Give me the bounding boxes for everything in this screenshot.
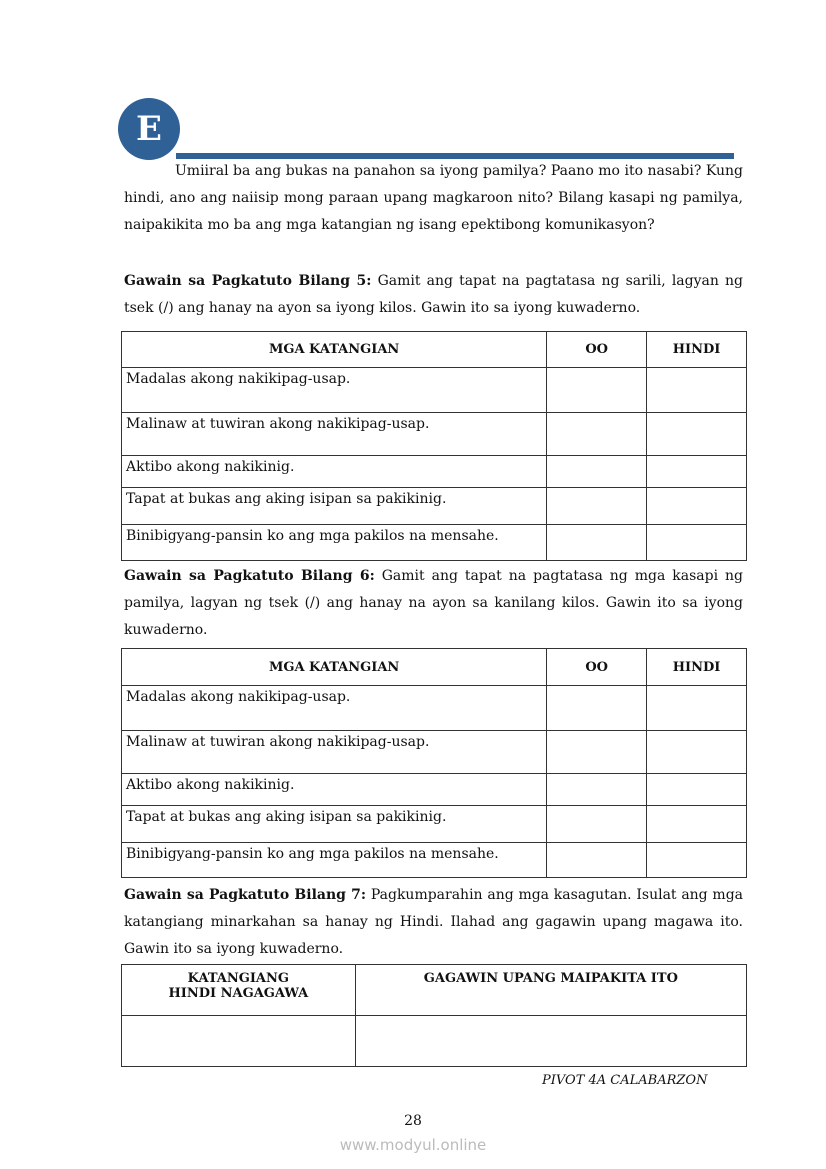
family-assessment-table — [121, 648, 747, 878]
section-badge: E — [118, 98, 180, 160]
activity6-text: Gamit ang tapat na pagtatasa ng mga kasapi ng pamilya, lagyan ng tsek (/) ang hanay na ayon sa kanilang kilos. Gawin ito sa iyong kuwaderno. — [124, 568, 743, 638]
trait-cell: Aktibo akong nakikinig. — [122, 774, 547, 806]
header-oo: OO — [547, 649, 647, 686]
trait-cell: Aktibo akong nakikinig. — [122, 456, 547, 488]
watermark: www.modyul.online — [339, 1136, 487, 1154]
oo-cell — [547, 368, 647, 413]
trait-cell: Malinaw at tuwiran akong nakikipag-usap. — [122, 731, 547, 774]
oo-cell — [547, 525, 647, 561]
hindi-cell — [647, 488, 747, 525]
header-hindi: HINDI — [647, 649, 747, 686]
hindi-cell — [647, 525, 747, 561]
header-katangian: MGA KATANGIAN — [122, 332, 547, 368]
hindi-cell — [647, 843, 747, 878]
header-katangiang-hindi-nagagawa — [122, 965, 356, 1016]
comparison-table — [121, 964, 747, 1067]
trait-cell: Binibigyang-pansin ko ang mga pakilos na mensahe. — [122, 843, 547, 878]
oo-cell — [547, 456, 647, 488]
header-hindi: HINDI — [647, 332, 747, 368]
oo-cell — [547, 774, 647, 806]
header-gagawin: GAGAWIN UPANG MAIPAKITA ITO — [355, 965, 746, 1016]
oo-cell — [547, 488, 647, 525]
hindi-cell — [647, 456, 747, 488]
trait-cell: Madalas akong nakikipag-usap. — [122, 368, 547, 413]
footer-label: PIVOT 4A CALABARZON — [542, 1073, 708, 1088]
oo-cell — [547, 843, 647, 878]
hindi-cell — [647, 368, 747, 413]
hindi-cell — [647, 806, 747, 843]
intro-paragraph: Umiiral ba ang bukas na panahon sa iyong pamilya? Paano mo ito nasabi? Kung hindi, ano ang naiisip mong paraan upang magkaroon nito? Bilang kasapi ng pamilya, naipakikita mo ba ang mga katangian ng isang epektibong komunikasyon? — [124, 163, 743, 233]
oo-cell — [547, 731, 647, 774]
hindi-cell — [647, 774, 747, 806]
trait-cell: Tapat at bukas ang aking isipan sa pakikinig. — [122, 806, 547, 843]
trait-cell: Madalas akong nakikipag-usap. — [122, 686, 547, 731]
hindi-cell — [647, 413, 747, 456]
oo-cell — [547, 686, 647, 731]
activity6-title: Gawain sa Pagkatuto Bilang 6: — [124, 568, 375, 584]
activity5-instructions — [124, 268, 743, 322]
oo-cell — [547, 413, 647, 456]
activity7-instructions — [124, 882, 743, 963]
activity6-instructions — [124, 563, 743, 644]
oo-cell — [547, 806, 647, 843]
header-line2: HINDI NAGAGAWA — [168, 986, 309, 1001]
trait-cell: Malinaw at tuwiran akong nakikipag-usap. — [122, 413, 547, 456]
activity5-text: Gamit ang tapat na pagtatasa ng sarili, lagyan ng tsek (/) ang hanay na ayon sa iyong kilos. Gawin ito sa iyong kuwaderno. — [124, 273, 743, 316]
activity7-text: Pagkumparahin ang mga kasagutan. Isulat ang mga katangiang minarkahan sa hanay ng Hindi. Ilahad ang gagawin upang magawa ito. Gawin ito sa iyong kuwaderno. — [124, 887, 744, 957]
hindi-cell — [647, 686, 747, 731]
activity7-title: Gawain sa Pagkatuto Bilang 7: — [124, 887, 367, 903]
trait-cell: Tapat at bukas ang aking isipan sa pakikinig. — [122, 488, 547, 525]
header-line1: KATANGIANG — [187, 971, 290, 986]
hindi-cell — [647, 731, 747, 774]
header-katangian: MGA KATANGIAN — [122, 649, 547, 686]
trait-cell: Binibigyang-pansin ko ang mga pakilos na mensahe. — [122, 525, 547, 561]
answer-cell — [355, 1016, 746, 1067]
activity5-title: Gawain sa Pagkatuto Bilang 5: — [124, 273, 372, 289]
answer-cell — [122, 1016, 356, 1067]
page-number: 28 — [404, 1113, 422, 1129]
self-assessment-table — [121, 331, 747, 561]
header-oo: OO — [547, 332, 647, 368]
